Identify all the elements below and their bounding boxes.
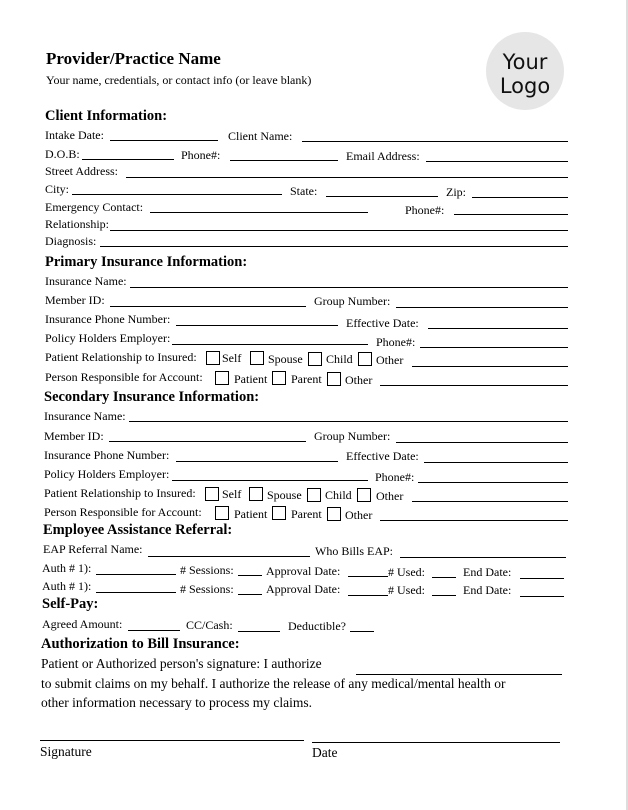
secondary-ins-name-label: Insurance Name: bbox=[44, 409, 126, 423]
street-address-field[interactable] bbox=[126, 177, 568, 178]
primary-relationship-other-field[interactable] bbox=[412, 366, 568, 367]
secondary-resp-other-checkbox[interactable] bbox=[327, 507, 341, 521]
secondary-parent-label: Parent bbox=[291, 507, 322, 521]
secondary-employer-field[interactable] bbox=[172, 480, 368, 481]
secondary-other-checkbox[interactable] bbox=[357, 488, 371, 502]
primary-other-label: Other bbox=[376, 353, 404, 367]
secondary-phone-label: Phone#: bbox=[375, 470, 415, 484]
self-pay-heading: Self-Pay: bbox=[42, 596, 99, 612]
logo-text-line2: Logo bbox=[499, 74, 551, 98]
primary-employer-field[interactable] bbox=[172, 344, 368, 345]
primary-other-checkbox[interactable] bbox=[358, 352, 372, 366]
secondary-spouse-checkbox[interactable] bbox=[249, 487, 263, 501]
logo-text-line1: Your bbox=[502, 50, 548, 74]
primary-ins-phone-label: Insurance Phone Number: bbox=[45, 312, 171, 326]
auth2-field[interactable] bbox=[96, 592, 176, 593]
agreed-amount-field[interactable] bbox=[128, 630, 180, 631]
secondary-spouse-label: Spouse bbox=[267, 488, 302, 502]
secondary-patient-checkbox[interactable] bbox=[215, 506, 229, 520]
intake-date-field[interactable] bbox=[110, 140, 218, 141]
eap-heading: Employee Assistance Referral: bbox=[43, 522, 233, 538]
practice-name-title: Provider/Practice Name bbox=[46, 49, 221, 68]
auth2-end-field[interactable] bbox=[520, 596, 564, 597]
auth2-sessions-field[interactable] bbox=[238, 594, 262, 595]
secondary-ins-phone-field[interactable] bbox=[176, 461, 338, 462]
primary-self-checkbox[interactable] bbox=[206, 351, 220, 365]
primary-child-checkbox[interactable] bbox=[308, 352, 322, 366]
email-field[interactable] bbox=[426, 161, 568, 162]
client-info-heading: Client Information: bbox=[45, 108, 168, 124]
auth1-used-label: # Used: bbox=[388, 565, 425, 579]
auth1-end-field[interactable] bbox=[520, 578, 564, 579]
secondary-relationship-label: Patient Relationship to Insured: bbox=[44, 486, 196, 500]
auth1-approval-field[interactable] bbox=[348, 576, 388, 577]
logo-placeholder bbox=[486, 32, 564, 110]
client-phone-label: Phone#: bbox=[181, 148, 221, 162]
deductible-label: Deductible? bbox=[288, 619, 346, 633]
authorization-line2: to submit claims on my behalf. I authorize the release of any medical/mental health or bbox=[41, 676, 506, 691]
primary-resp-other-label: Other bbox=[345, 373, 373, 387]
secondary-self-checkbox[interactable] bbox=[205, 487, 219, 501]
secondary-group-label: Group Number: bbox=[314, 429, 391, 443]
client-name-field[interactable] bbox=[302, 141, 568, 142]
auth1-field[interactable] bbox=[96, 574, 176, 575]
diagnosis-field[interactable] bbox=[100, 246, 568, 247]
secondary-employer-label: Policy Holders Employer: bbox=[44, 467, 170, 481]
signature-label: Signature bbox=[40, 744, 92, 759]
secondary-insurance-heading: Secondary Insurance Information: bbox=[44, 389, 260, 405]
secondary-resp-other-label: Other bbox=[345, 508, 373, 522]
authorization-line1: Patient or Authorized person's signature: I authorize bbox=[41, 656, 322, 671]
secondary-ins-name-field[interactable] bbox=[129, 421, 568, 422]
secondary-relationship-other-field[interactable] bbox=[412, 501, 568, 502]
auth1-sessions-field[interactable] bbox=[238, 575, 262, 576]
auth1-approval-label: Approval Date: bbox=[266, 564, 341, 578]
street-address-label: Street Address: bbox=[45, 164, 118, 178]
practice-subtitle: Your name, credentials, or contact info (or leave blank) bbox=[46, 73, 312, 87]
primary-ins-name-label: Insurance Name: bbox=[45, 274, 127, 288]
auth1-sessions-label: # Sessions: bbox=[180, 563, 234, 577]
dob-field[interactable] bbox=[82, 159, 174, 160]
primary-group-field[interactable] bbox=[396, 307, 568, 308]
primary-spouse-checkbox[interactable] bbox=[250, 351, 264, 365]
auth2-approval-label: Approval Date: bbox=[266, 582, 341, 596]
agreed-amount-label: Agreed Amount: bbox=[42, 617, 123, 631]
primary-relationship-label: Patient Relationship to Insured: bbox=[45, 350, 197, 364]
primary-employer-label: Policy Holders Employer: bbox=[45, 331, 171, 345]
zip-field[interactable] bbox=[472, 197, 568, 198]
auth2-sessions-label: # Sessions: bbox=[180, 582, 234, 596]
diagnosis-label: Diagnosis: bbox=[45, 234, 97, 248]
secondary-child-label: Child bbox=[325, 488, 352, 502]
relationship-label: Relationship: bbox=[45, 217, 109, 231]
auth2-used-field[interactable] bbox=[432, 595, 456, 596]
eap-referral-name-field[interactable] bbox=[148, 556, 310, 557]
primary-effective-field[interactable] bbox=[428, 328, 568, 329]
authorization-line3: other information necessary to process my claims. bbox=[41, 695, 313, 710]
auth2-used-label: # Used: bbox=[388, 583, 425, 597]
secondary-ins-phone-label: Insurance Phone Number: bbox=[44, 448, 170, 462]
primary-parent-checkbox[interactable] bbox=[272, 371, 286, 385]
eap-referral-name-label: EAP Referral Name: bbox=[43, 542, 143, 556]
zip-label: Zip: bbox=[446, 185, 466, 199]
emergency-phone-field[interactable] bbox=[454, 214, 568, 215]
secondary-responsible-label: Person Responsible for Account: bbox=[44, 505, 202, 519]
signature-field[interactable] bbox=[40, 740, 304, 741]
primary-responsible-other-field[interactable] bbox=[380, 385, 568, 386]
city-label: City: bbox=[45, 182, 70, 196]
secondary-other-label: Other bbox=[376, 489, 404, 503]
primary-self-label: Self bbox=[222, 351, 242, 365]
client-phone-field[interactable] bbox=[230, 160, 338, 161]
auth1-label: Auth # 1): bbox=[42, 561, 92, 575]
authorized-party-field[interactable] bbox=[356, 674, 562, 675]
intake-date-label: Intake Date: bbox=[45, 128, 104, 142]
deductible-field[interactable] bbox=[350, 631, 374, 632]
authorization-heading: Authorization to Bill Insurance: bbox=[41, 636, 240, 652]
primary-child-label: Child bbox=[326, 352, 353, 366]
secondary-parent-checkbox[interactable] bbox=[272, 506, 286, 520]
primary-group-label: Group Number: bbox=[314, 294, 391, 308]
primary-phone-label: Phone#: bbox=[376, 335, 416, 349]
auth2-label: Auth # 1): bbox=[42, 579, 92, 593]
date-field[interactable] bbox=[312, 742, 560, 743]
primary-responsible-label: Person Responsible for Account: bbox=[45, 370, 203, 384]
secondary-child-checkbox[interactable] bbox=[307, 488, 321, 502]
secondary-group-field[interactable] bbox=[396, 442, 568, 443]
auth1-used-field[interactable] bbox=[432, 577, 456, 578]
secondary-phone-field[interactable] bbox=[418, 482, 568, 483]
primary-patient-label: Patient bbox=[234, 372, 268, 386]
primary-ins-phone-field[interactable] bbox=[176, 325, 338, 326]
emergency-phone-label: Phone#: bbox=[405, 203, 445, 217]
client-name-label: Client Name: bbox=[228, 129, 293, 143]
secondary-member-id-label: Member ID: bbox=[44, 429, 104, 443]
primary-spouse-label: Spouse bbox=[268, 352, 303, 366]
auth1-end-label: End Date: bbox=[463, 565, 512, 579]
eap-who-bills-field[interactable] bbox=[400, 557, 566, 558]
emergency-contact-field[interactable] bbox=[150, 212, 368, 213]
primary-insurance-heading: Primary Insurance Information: bbox=[45, 254, 248, 270]
primary-ins-name-field[interactable] bbox=[130, 287, 568, 288]
cc-cash-label: CC/Cash: bbox=[186, 618, 233, 632]
dob-label: D.O.B: bbox=[45, 147, 80, 161]
state-label: State: bbox=[290, 184, 318, 198]
secondary-patient-label: Patient bbox=[234, 507, 268, 521]
email-label: Email Address: bbox=[346, 149, 420, 163]
cc-cash-field[interactable] bbox=[238, 631, 280, 632]
primary-member-id-label: Member ID: bbox=[45, 293, 105, 307]
state-field[interactable] bbox=[326, 196, 438, 197]
auth2-end-label: End Date: bbox=[463, 583, 512, 597]
primary-parent-label: Parent bbox=[291, 372, 322, 386]
city-field[interactable] bbox=[72, 194, 282, 195]
secondary-effective-label: Effective Date: bbox=[346, 449, 419, 463]
primary-resp-other-checkbox[interactable] bbox=[327, 372, 341, 386]
primary-patient-checkbox[interactable] bbox=[215, 371, 229, 385]
eap-who-bills-label: Who Bills EAP: bbox=[315, 544, 394, 558]
secondary-responsible-other-field[interactable] bbox=[380, 520, 568, 521]
secondary-self-label: Self bbox=[222, 487, 242, 501]
relationship-field[interactable] bbox=[110, 230, 568, 231]
primary-member-id-field[interactable] bbox=[110, 306, 306, 307]
primary-effective-label: Effective Date: bbox=[346, 316, 419, 330]
auth2-approval-field[interactable] bbox=[348, 595, 388, 596]
primary-phone-field[interactable] bbox=[420, 347, 568, 348]
secondary-member-id-field[interactable] bbox=[109, 441, 306, 442]
date-label: Date bbox=[312, 745, 338, 760]
emergency-contact-label: Emergency Contact: bbox=[45, 200, 144, 214]
secondary-effective-field[interactable] bbox=[424, 462, 568, 463]
